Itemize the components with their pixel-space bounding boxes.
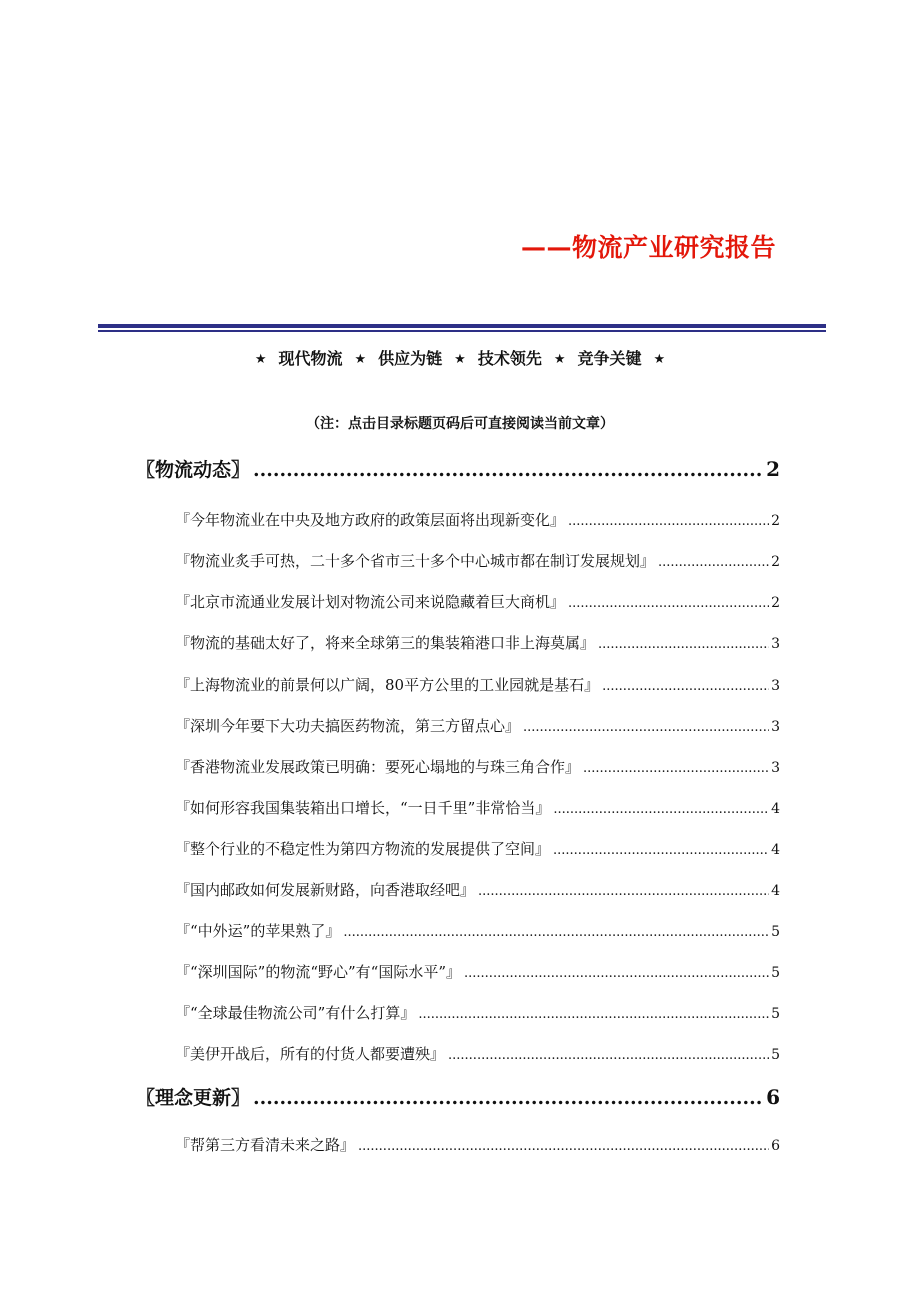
toc-item-title[interactable]: 『物流业炙手可热，二十多个省市三十多个中心城市都在制订发展规划』 — [175, 552, 656, 570]
slogan-item: 技术领先 — [477, 349, 542, 368]
toc-leader — [568, 596, 769, 611]
toc-item-title[interactable]: 『“中外运”的苹果熟了』 — [175, 922, 341, 940]
toc-page-number[interactable]: 3 — [771, 760, 780, 776]
toc-item-title[interactable]: 『国内邮政如何发展新财路，向香港取经吧』 — [175, 881, 476, 899]
toc-page-number[interactable]: 3 — [771, 678, 780, 694]
toc-leader — [523, 720, 769, 735]
toc-page-number[interactable]: 4 — [771, 883, 780, 899]
toc-leader — [358, 1139, 769, 1154]
toc-item[interactable] — [175, 715, 780, 736]
toc-leader — [253, 459, 764, 481]
toc-leader — [602, 679, 769, 694]
toc-page-number[interactable]: 4 — [771, 801, 780, 817]
toc-page-number[interactable]: 2 — [766, 457, 780, 481]
toc-item[interactable] — [175, 509, 780, 530]
toc-item-title[interactable]: 『北京市流通业发展计划对物流公司来说隐藏着巨大商机』 — [175, 593, 566, 611]
toc-page-number[interactable]: 5 — [771, 1047, 780, 1063]
toc-page-number[interactable]: 5 — [771, 1006, 780, 1022]
star-icon: ★ — [254, 352, 267, 367]
toc-note: （注：点击目录标题页码后可直接阅读当前文章） — [306, 416, 614, 432]
toc-section-title[interactable]: 〖理念更新〗 — [136, 1087, 251, 1109]
toc-section[interactable] — [136, 1083, 780, 1110]
toc-item[interactable] — [175, 591, 780, 612]
star-icon: ★ — [454, 352, 466, 367]
star-icon: ★ — [354, 352, 367, 367]
toc-item-title[interactable]: 『物流的基础太好了，将来全球第三的集装箱港口非上海莫属』 — [175, 634, 596, 652]
star-icon: ★ — [653, 352, 666, 367]
toc-leader — [418, 1007, 769, 1022]
toc-item[interactable] — [175, 838, 780, 859]
toc-leader — [253, 1087, 764, 1109]
toc-item[interactable] — [175, 1134, 780, 1155]
report-title: ——物流产业研究报告 — [520, 233, 776, 262]
toc-item[interactable] — [175, 756, 780, 777]
toc-page-number[interactable]: 3 — [771, 636, 780, 652]
toc-item-title[interactable]: 『整个行业的不稳定性为第四方物流的发展提供了空间』 — [175, 840, 551, 858]
toc-leader — [658, 555, 769, 570]
slogan-item: 现代物流 — [278, 349, 343, 368]
toc-page-number[interactable]: 3 — [771, 719, 780, 735]
toc-leader — [464, 966, 769, 981]
toc-leader — [568, 514, 769, 529]
toc-item-title[interactable]: 『如何形容我国集装箱出口增长，“一日千里”非常恰当』 — [175, 799, 551, 817]
toc-page-number[interactable]: 5 — [771, 965, 780, 981]
toc-item[interactable] — [175, 797, 780, 818]
toc-item[interactable] — [175, 550, 780, 571]
toc-section-title[interactable]: 〖物流动态〗 — [136, 459, 251, 481]
header-rule-thin — [98, 330, 826, 332]
toc-page-number[interactable]: 2 — [771, 554, 780, 570]
slogan-item: 竞争关键 — [577, 349, 642, 368]
toc-section[interactable] — [136, 455, 780, 482]
toc-leader — [478, 884, 769, 899]
toc-item-title[interactable]: 『“全球最佳物流公司”有什么打算』 — [175, 1004, 416, 1022]
toc-leader — [583, 761, 769, 776]
toc-page-number[interactable]: 2 — [771, 513, 780, 529]
toc-item-title[interactable]: 『“深圳国际”的物流“野心”有“国际水平”』 — [175, 963, 462, 981]
toc-leader — [343, 925, 769, 940]
toc-page-number[interactable]: 6 — [766, 1085, 780, 1109]
toc-item[interactable] — [175, 1002, 780, 1023]
toc-item-title[interactable]: 『帮第三方看清未来之路』 — [175, 1136, 356, 1154]
toc-item[interactable] — [175, 632, 780, 653]
toc-item-title[interactable]: 『美伊开战后，所有的付货人都要遭殃』 — [175, 1045, 446, 1063]
toc-page-number[interactable]: 5 — [771, 924, 780, 940]
toc-item-title[interactable]: 『上海物流业的前景何以广阔，80平方公里的工业园就是基石』 — [175, 676, 600, 694]
slogan-item: 供应为链 — [378, 349, 443, 368]
toc-page-number[interactable]: 4 — [771, 842, 780, 858]
toc-leader — [448, 1048, 769, 1063]
toc-leader — [598, 637, 769, 652]
star-icon: ★ — [553, 352, 566, 367]
slogan-bar — [0, 346, 920, 369]
toc-leader — [553, 802, 769, 817]
toc-item[interactable] — [175, 1043, 780, 1064]
toc-item-title[interactable]: 『香港物流业发展政策已明确：要死心塌地的与珠三角合作』 — [175, 758, 581, 776]
toc-item[interactable] — [175, 961, 780, 982]
toc-item-title[interactable]: 『今年物流业在中央及地方政府的政策层面将出现新变化』 — [175, 511, 566, 529]
toc-item-title[interactable]: 『深圳今年要下大功夫搞医药物流，第三方留点心』 — [175, 717, 521, 735]
header-rule — [98, 324, 826, 328]
toc-item[interactable] — [175, 879, 780, 900]
toc-page-number[interactable]: 6 — [771, 1138, 780, 1154]
toc-item[interactable] — [175, 674, 780, 695]
toc-leader — [553, 843, 769, 858]
toc-page-number[interactable]: 2 — [771, 595, 780, 611]
toc-item[interactable] — [175, 920, 780, 941]
